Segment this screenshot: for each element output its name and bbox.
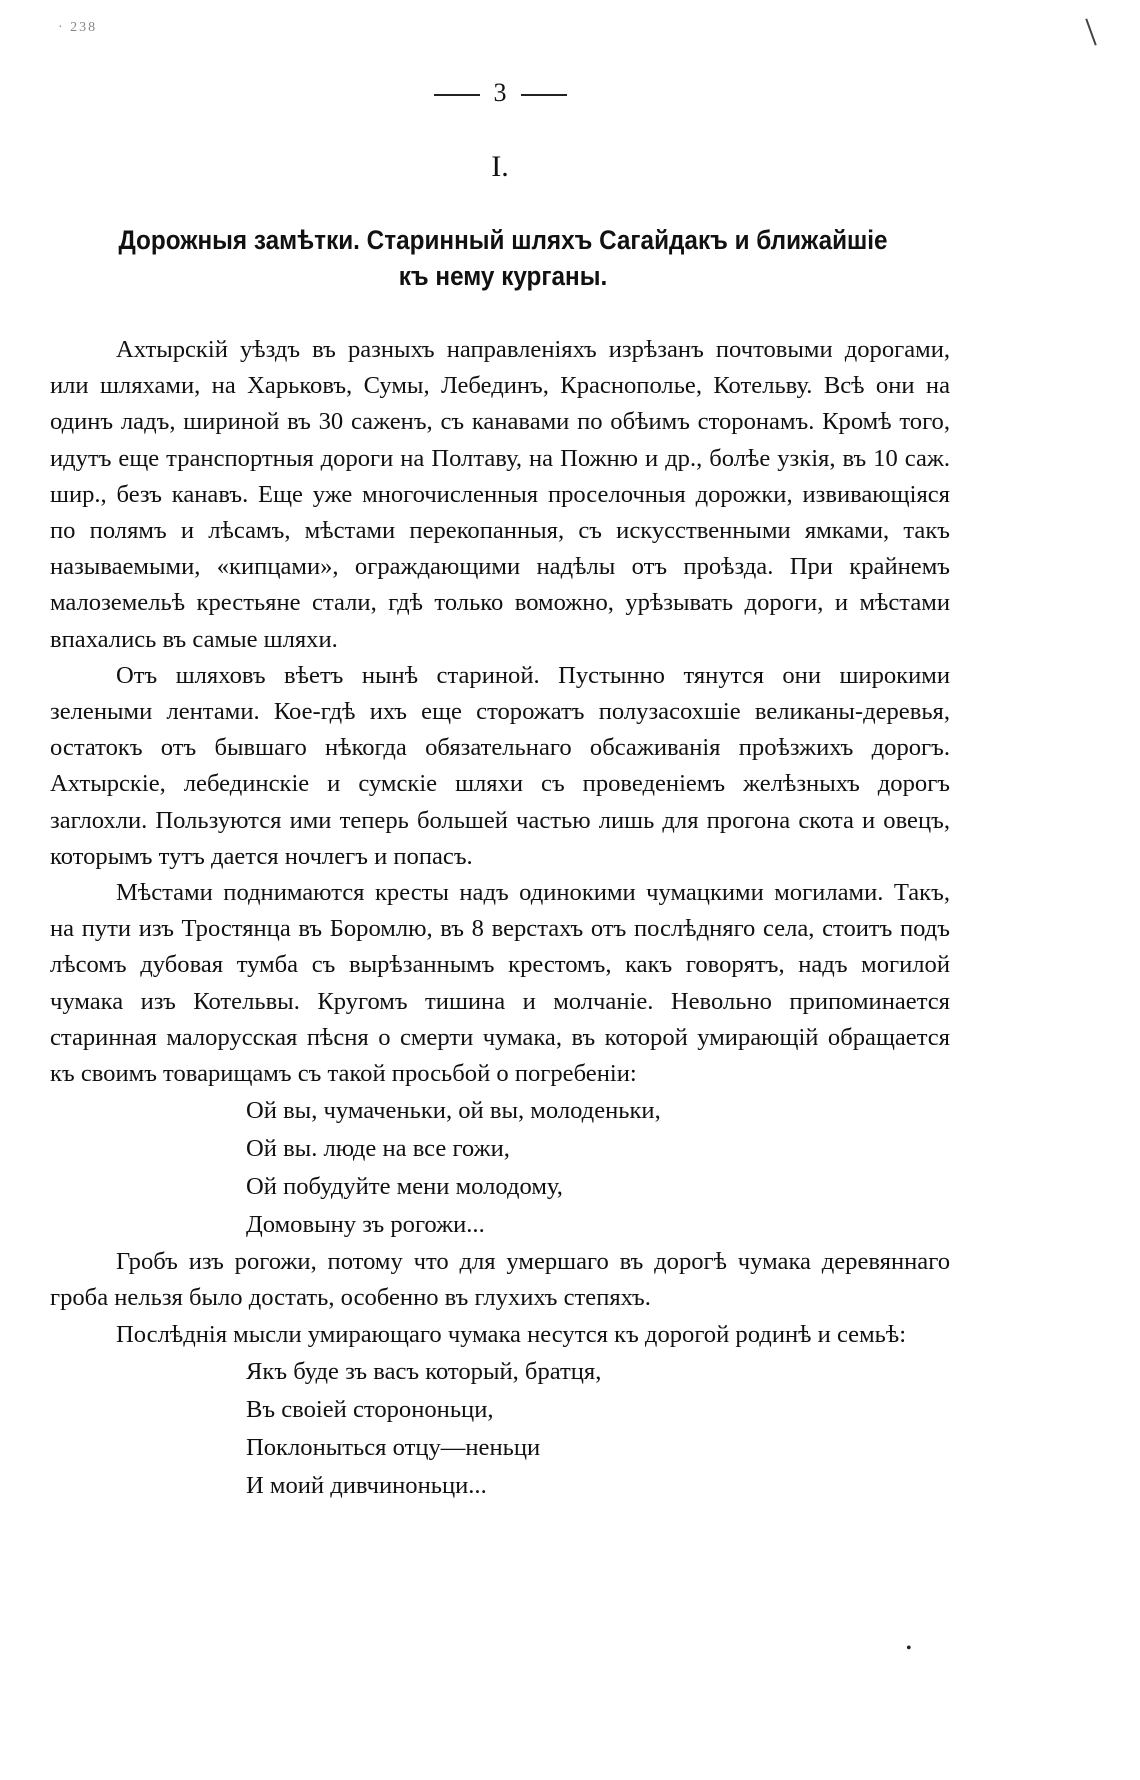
verse-line: Поклоныться отцу—неньци — [246, 1433, 541, 1461]
page-number-dash-right — [521, 94, 567, 96]
verse-block-1 — [50, 1092, 950, 1244]
paragraph: Отъ шляховъ вѣетъ нынѣ стариной. Пустынно тянутся они широкими зелеными лентами. Кое-гдѣ ихъ еще сторожатъ полузасохшіе великаны-деревья, остатокъ отъ бывшаго нѣкогда обязательнаго обсаживанія проѣзжихъ дорогъ. Ахтырскіе, лебединскіе и сумскіе шляхи съ проведеніемъ желѣзныхъ дорогъ заглохли. Пользуются ими теперь большей частью лишь для прогона скота и овецъ, которымъ тутъ дается ночлегъ и попасъ. — [50, 661, 950, 870]
verse-line: Домовыну зъ рогожи... — [246, 1211, 485, 1239]
verse-line: Ой вы. люде на все гожи, — [246, 1135, 510, 1163]
paragraph: Мѣстами поднимаются кресты надъ одинокими чумацкими могилами. Такъ, на пути изъ Тростянца въ Боромлю, въ 8 верстахъ отъ послѣдняго села, стоитъ подъ лѣсомъ дубовая тумба съ вырѣзаннымъ крестомъ, какъ говорятъ, надъ могилой чумака изъ Котельвы. Кругомъ тишина и молчаніе. Невольно припоминается старинная малорусская пѣсня о смерти чумака, въ которой умирающій обращается къ своимъ товарищамъ съ такой просьбой о погребеніи: — [50, 879, 950, 1088]
verse-block-2 — [50, 1353, 950, 1505]
ink-speck: • — [906, 1640, 912, 1657]
verse-line: Ой вы, чумаченьки, ой вы, молоденьки, — [246, 1097, 661, 1125]
paragraph: Послѣднія мысли умирающаго чумака несутся къ дорогой родинѣ и семьѣ: — [116, 1320, 907, 1348]
scan-edge-mark — [1085, 19, 1096, 46]
page-number-dash-left — [434, 94, 480, 96]
chapter-number: I. — [491, 150, 509, 183]
verse-line: Ой побудуйте мени молодому, — [246, 1173, 563, 1201]
paragraph: Гробъ изъ рогожи, потому что для умершаго въ дорогѣ чумака деревяннаго гроба нельзя было достать, особенно въ глухихъ степяхъ. — [50, 1248, 950, 1312]
verse-line: И моий дивчиноньци... — [246, 1471, 487, 1499]
page-number-value: 3 — [493, 78, 507, 107]
verse-line: Якъ буде зъ васъ который, братця, — [246, 1357, 602, 1385]
library-stamp-mark: · 238 — [58, 20, 98, 35]
body-text — [50, 332, 950, 1505]
paragraph: Ахтырскій уѣздъ въ разныхъ направленіяхъ изрѣзанъ почтовыми дорогами, или шляхами, на Харьковъ, Сумы, Лебединъ, Краснополье, Котельву. Всѣ они на одинъ ладъ, шириной въ 30 саженъ, съ канавами по обѣимъ сторонамъ. Кромѣ того, идутъ еще транспортныя дороги на Полтаву, на Пожню и др., болѣе узкія, въ 10 саж. шир., безъ канавъ. Еще уже многочисленныя проселочныя дорожки, извивающіяся по полямъ и лѣсамъ, мѣстами перекопанныя, съ искусственными ямками, такъ называемыми, «кипцами», ограждающими надѣлы отъ проѣзда. При крайнемъ малоземельѣ крестьяне стали, гдѣ только воможно, урѣзывать дороги, и мѣстами впахались въ самые шляхи. — [50, 336, 950, 653]
chapter-heading: Дорожныя замѣтки. Старинный шляхъ Сагайдакъ и ближайшіе къ нему курганы. — [118, 225, 888, 291]
page-number — [0, 78, 1000, 108]
verse-line: Въ своіей сторононьци, — [246, 1395, 494, 1423]
